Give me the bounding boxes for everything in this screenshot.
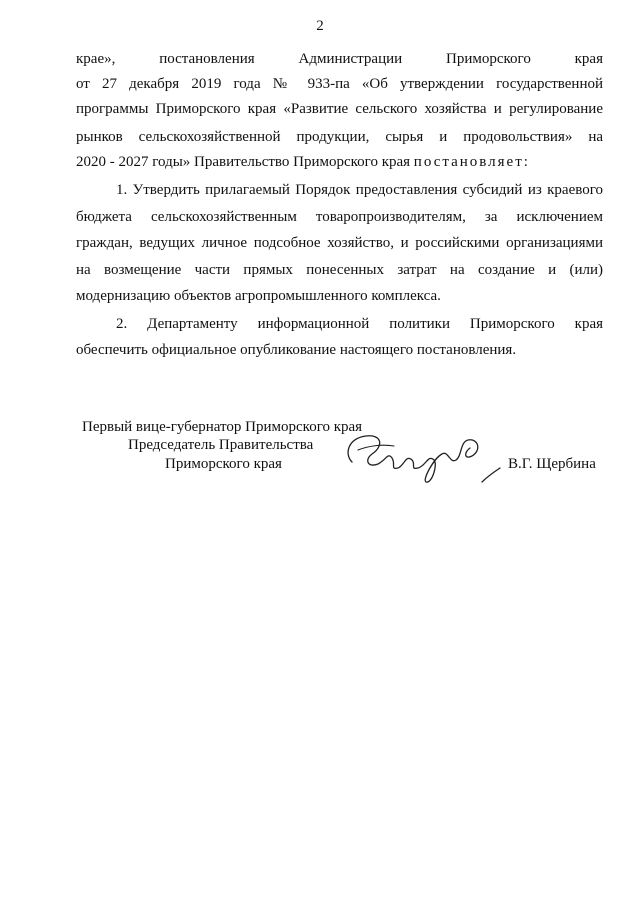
signatory-position-line-1: Первый вице-губернатор Приморского края — [82, 419, 363, 435]
paragraph-1-line-2: бюджета сельскохозяйственным товаропроизводителям, за исключением — [76, 209, 603, 225]
page-number: 2 — [316, 18, 324, 34]
paragraph-1-line-5: модернизацию объектов агропромышленного комплекса. — [76, 288, 441, 304]
paragraph-1-line-1: 1. Утвердить прилагаемый Порядок предоставления субсидий из краевого — [116, 182, 603, 198]
paragraph-2-line-1: 2. Департаменту информационной политики Приморского края — [116, 316, 603, 332]
handwritten-signature — [338, 424, 518, 490]
signatory-position-line-2: Председатель Правительства — [128, 437, 314, 453]
body-line-2: от 27 декабря 2019 года № 933-па «Об утверждении государственной — [76, 76, 603, 92]
resolution-word: постановляет: — [413, 154, 530, 170]
paragraph-2-line-2: обеспечить официальное опубликование настоящего постановления. — [76, 342, 517, 358]
body-line-1: крае», постановления Администрации Приморского края — [76, 51, 603, 67]
body-line-4: рынков сельскохозяйственной продукции, сырья и продовольствия» на — [76, 129, 603, 145]
signatory-position-line-3: Приморского края — [165, 456, 282, 472]
signatory-name: В.Г. Щербина — [508, 456, 596, 472]
paragraph-1-line-3: граждан, ведущих личное подсобное хозяйство, и российскими организациями — [76, 235, 603, 251]
paragraph-1-line-4: на возмещение части прямых понесенных затрат на создание и (или) — [76, 262, 603, 278]
body-line-5-text: 2020 - 2027 годы» Правительство Приморского края — [76, 154, 411, 170]
body-line-5 — [76, 153, 603, 172]
body-line-3: программы Приморского края «Развитие сельского хозяйства и регулирование — [76, 101, 603, 117]
